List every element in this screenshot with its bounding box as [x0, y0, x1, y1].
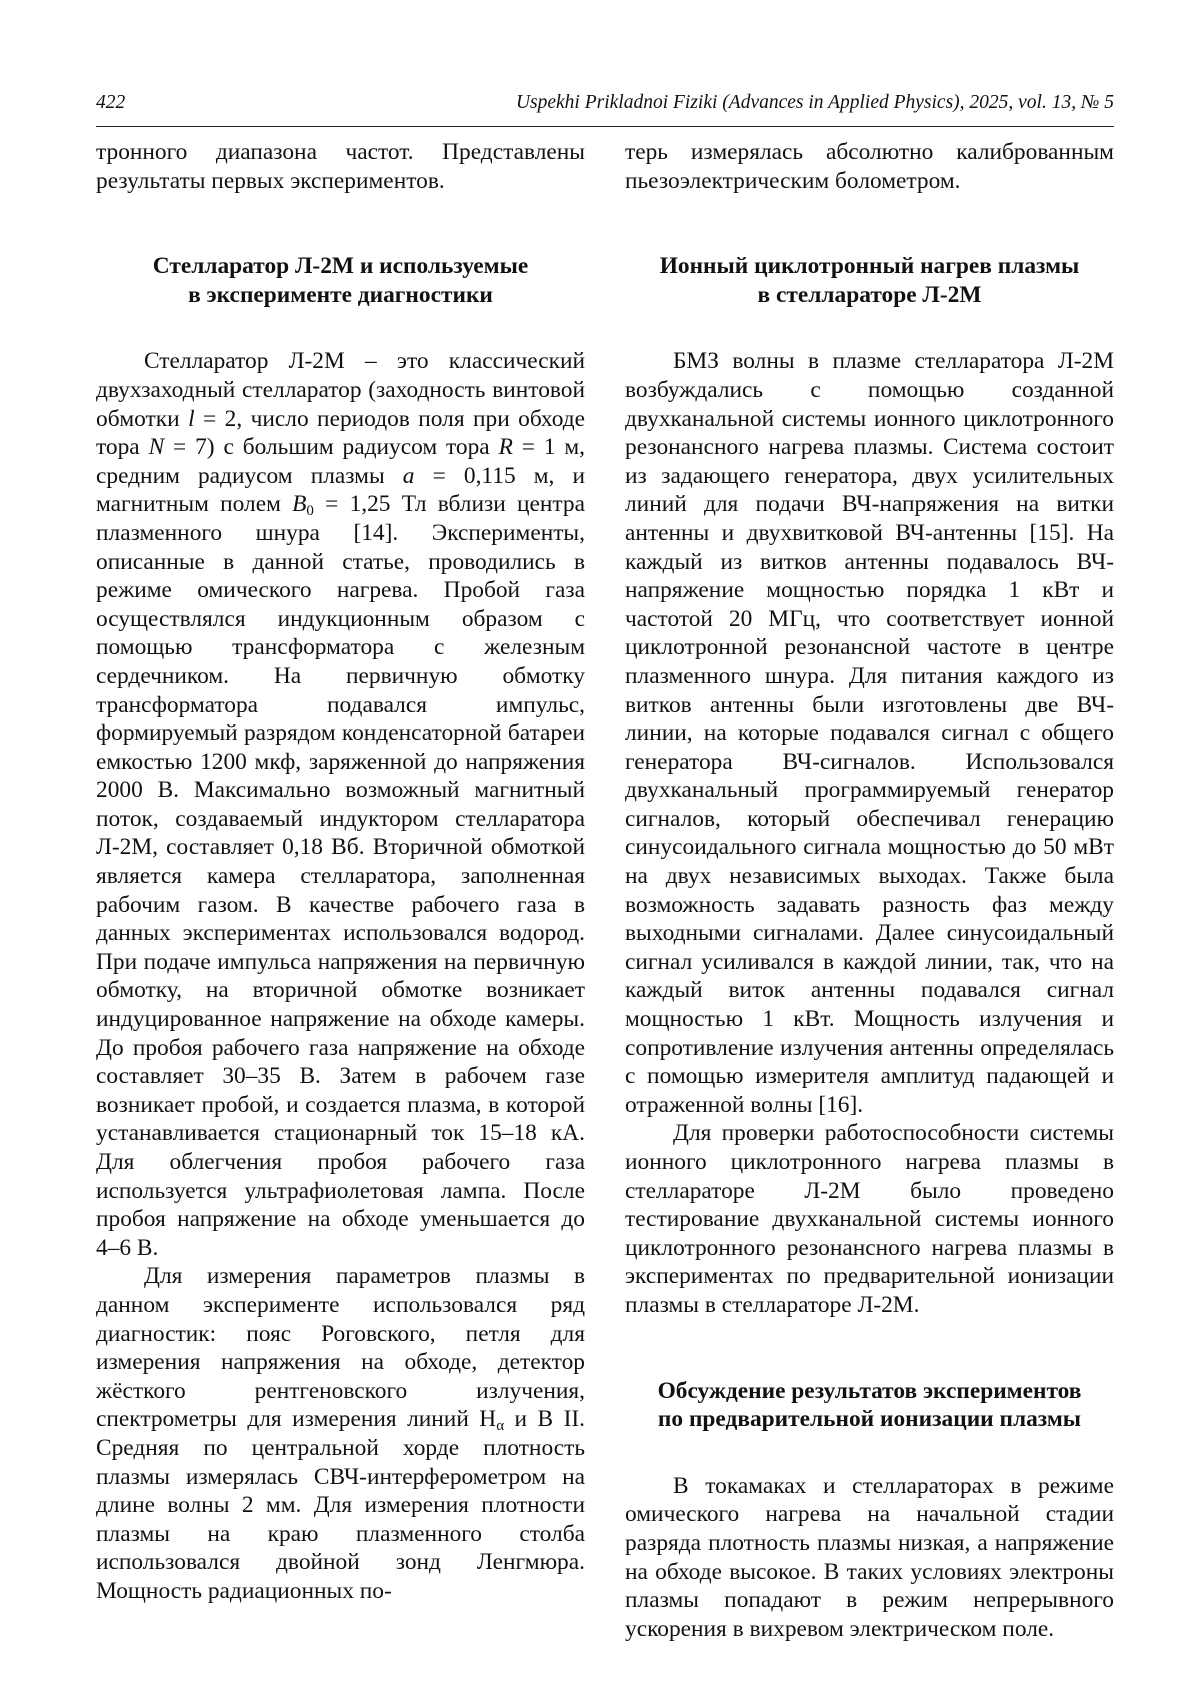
journal-citation: Uspekhi Prikladnoi Fiziki (Advances in Applied Physics), 2025, vol. 13, № 5	[515, 92, 1114, 113]
right-column	[625, 138, 1114, 1643]
heading-line-1: Стелларатор Л-2М и используемые	[152, 253, 529, 280]
heading-line-2: в эксперименте диагностики	[188, 281, 493, 308]
running-header	[96, 92, 1114, 127]
paragraph-diagnostics: Для измерения параметров плазмы в данном эксперименте использовался ряд диагностик: пояс Роговского, петля для измерения напряжения на обходе, детектор жёсткого рентгеновского излучения, спектрометры для измерения линий $H_\alpha$ и B II. Средняя по центральной хорде плотность плазмы измерялась СВЧ-интерферометром на длине волны 2 мм. Для измерения плотности плазмы на краю плазменного столба использовался двойной зонд Ленгмюра. Мощность радиационных по-	[96, 1263, 585, 1604]
paragraph-fms-waves: БМЗ волны в плазме стелларатора Л-2М возбуждались с помощью созданной двухканальной системы ионного циклотронного резонансного нагрева плазмы. Система состоит из задающего генератора, двух усилительных линий для подачи ВЧ-напряжения на витки антенны и двухвитковой ВЧ-антенны [15]. На каждый из витков антенны подавалось ВЧ-напряжение мощностью порядка 1 кВт и частотой 20 МГц, что соответствует ионной циклотронной резонансной частоте в центре плазменного шнура. Для питания каждого из витков антенны были изготовлены две ВЧ-линии, на которые подавался сигнал с общего генератора ВЧ-сигналов. Использовался двухканальный программируемый генератор сигналов, который обеспечивал генерацию синусоидального сигнала мощностью до 50 мВт на двух независимых выходах. Также была возможность задавать разность фаз между выходными сигналами. Далее синусоидальный сигнал усиливался в каждой линии, так, что на каждый виток антенны подавался сигнал мощностью 1 кВт. Мощность излучения и сопротивление излучения антенны определялась с помощью измерителя амплитуд падающей и отраженной волны [16].	[625, 348, 1114, 1118]
heading-line-1: Обсуждение результатов экспериментов	[657, 1377, 1082, 1404]
bolometer-continuation: терь измерялась абсолютно калиброванным пьезоэлектрическим болометром.	[625, 139, 1114, 194]
section-heading-icr-heating	[625, 252, 1114, 309]
heading-line-2: по предварительной ионизации плазмы	[657, 1406, 1082, 1433]
paragraph-stellarator-description: Стелларатор Л-2М – это классический двухзаходный стелларатор (заходность винтовой обмотки l = 2, число периодов поля при обходе тора N = 7) с большим радиусом тора R = 1 м, средним радиусом плазмы a = 0,115 м, и магнитным полем $B_0 = 1,25$ Тл вблизи центра плазменного шнура [14]. Эксперименты, описанные в данной статье, проводились в режиме омического нагрева. Пробой газа осуществлялся индукционным образом с помощью трансформатора с железным сердечником. На первичную обмотку трансформатора подавался импульс, формируемый разрядом конденсаторной батареи емкостью 1200 мкф, заряженной до напряжения 2000 В. Максимально возможный магнитный поток, создаваемый индуктором стелларатора Л-2М, составляет 0,18 Вб. Вторичной обмоткой является камера стелларатора, заполненная рабочим газом. В качестве рабочего газа в данных экспериментах использовался водород. При подаче импульса напряжения на первичную обмотку, на вторичной обмотке возникает индуцированное напряжение на обходе камеры. До пробоя рабочего газа напряжение на обходе составляет 30–35 В. Затем в рабочем газе возникает пробой, и создается плазма, в которой устанавливается стационарный ток 15–18 кА. Для облегчения пробоя рабочего газа используется ультрафиолетовая лампа. После пробоя напряжение на обходе уменьшается до 4–6 В.	[96, 348, 585, 1261]
intro-continuation: тронного диапазона частот. Представлены результаты первых экспериментов.	[96, 139, 585, 194]
section-heading-discussion	[625, 1377, 1114, 1434]
left-column	[96, 138, 585, 1606]
paragraph-tokamak-discussion: В токамаках и стеллараторах в режиме омического нагрева на начальной стадии разряда плотность плазмы низкая, а напряжение на обходе высокое. В таких условиях электроны плазмы попадают в режим непрерывного ускорения в вихревом электрическом поле.	[625, 1472, 1114, 1642]
page-number: 422	[96, 92, 126, 113]
section-heading-stellarator	[96, 252, 585, 309]
paragraph-system-test: Для проверки работоспособности системы ионного циклотронного нагрева плазмы в стеллараторе Л-2М было проведено тестирование двухканальной системы ионного циклотронного резонансного нагрева плазмы в экспериментах по предварительной ионизации плазмы в стеллараторе Л-2М.	[625, 1120, 1114, 1318]
heading-line-1: Ионный циклотронный нагрев плазмы	[659, 253, 1080, 280]
heading-line-2: в стеллараторе Л-2М	[757, 281, 982, 308]
